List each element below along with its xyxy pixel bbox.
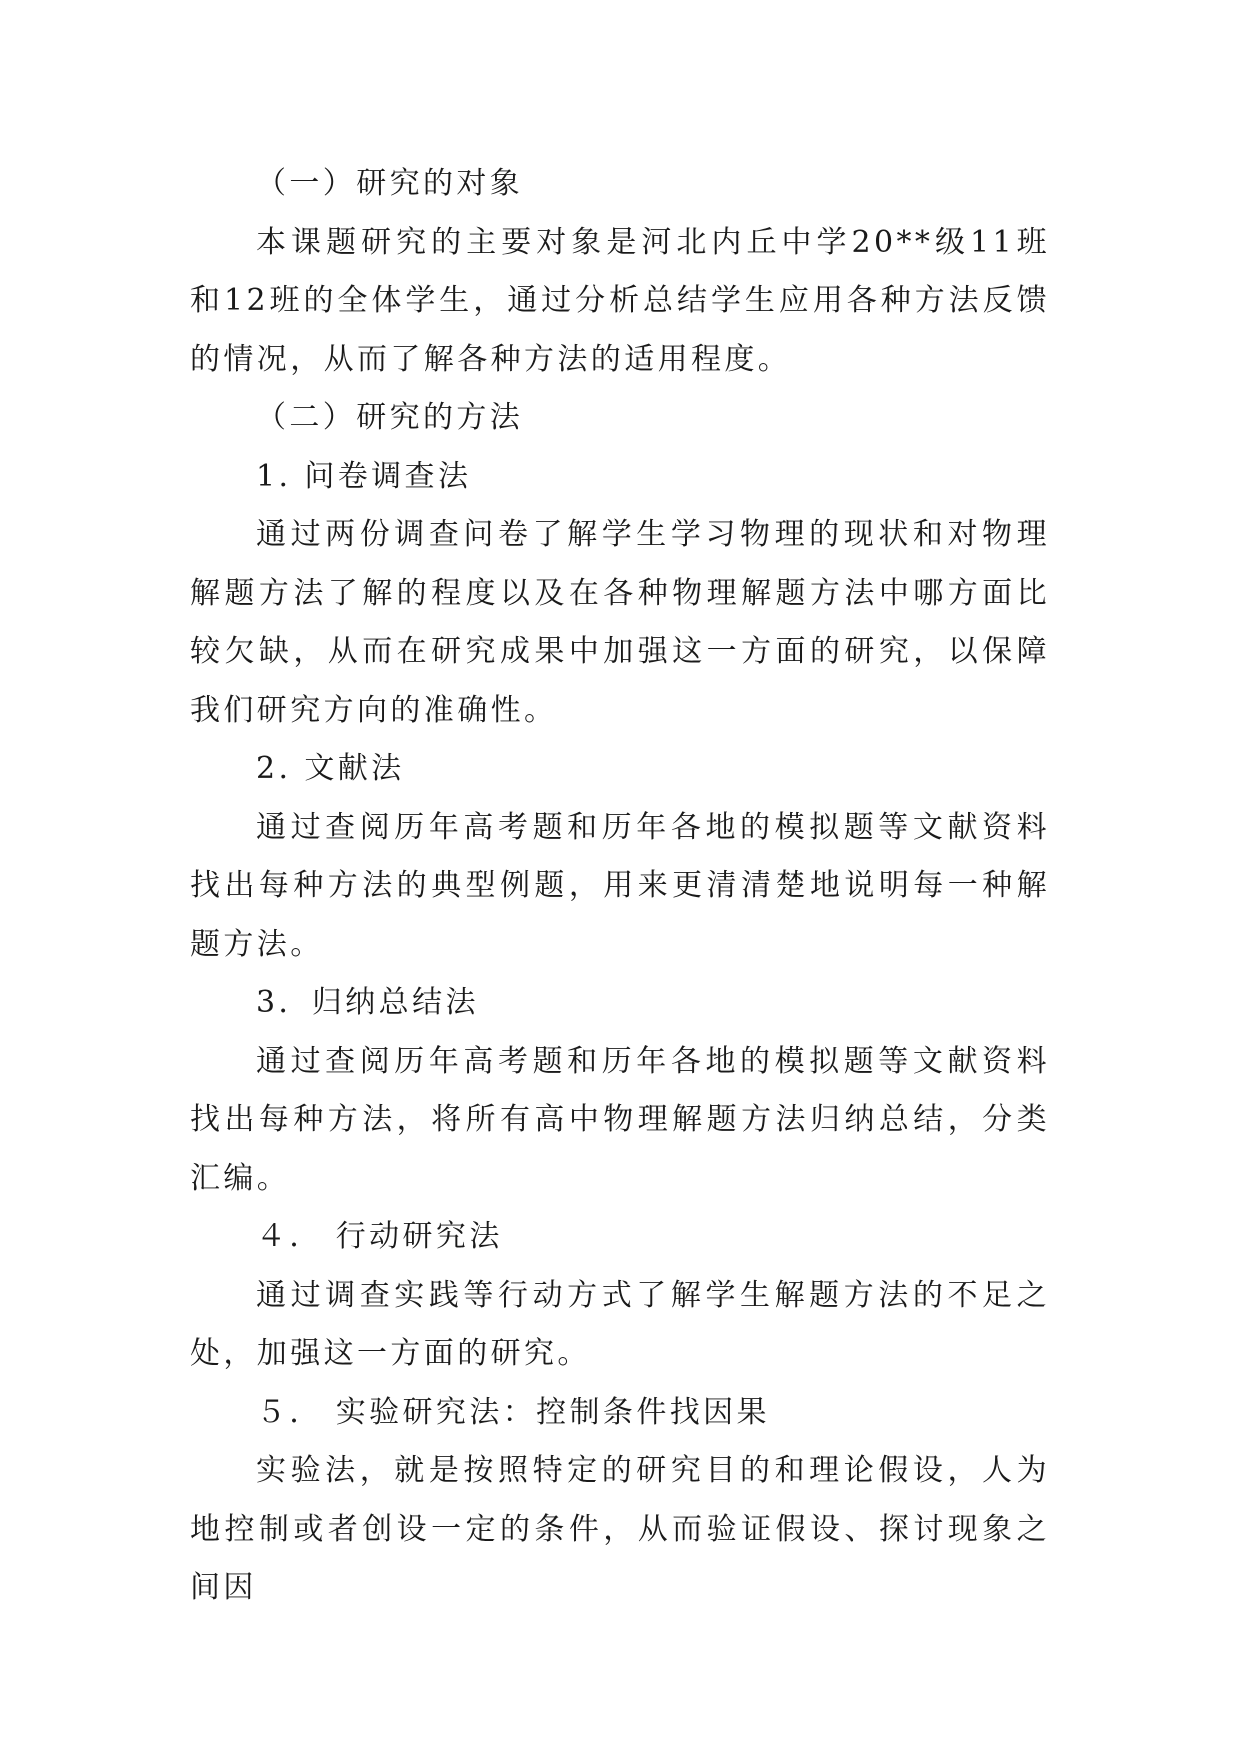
method-heading-literature: 2. 文献法 — [256, 751, 405, 786]
paragraph-action-research: 通过调查实践等行动方式了解学生解题方法的不足之处，加强这一方面的研究。 — [190, 1277, 1050, 1371]
paragraph-literature: 通过查阅历年高考题和历年各地的模拟题等文献资料找出每种方法的典型例题，用来更清清楚地说明每一种解题方法。 — [190, 809, 1050, 962]
paragraph-experiment: 实验法，就是按照特定的研究目的和理论假设，人为地控制或者创设一定的条件，从而验证假设、探讨现象之间因 — [190, 1453, 1050, 1605]
paragraph-questionnaire: 通过两份调查问卷了解学生学习物理的现状和对物理解题方法了解的程度以及在各种物理解题方法中哪方面比较欠缺，从而在研究成果中加强这一方面的研究，以保障我们研究方向的准确性。 — [190, 517, 1050, 728]
section-heading-research-object: （一）研究的对象 — [256, 166, 524, 201]
section-heading-research-methods: （二）研究的方法 — [256, 400, 524, 435]
document-body — [190, 155, 1050, 1618]
method-heading-questionnaire: 1. 问卷调查法 — [256, 458, 472, 494]
method-heading-action-research: ４． 行动研究法 — [256, 1219, 503, 1254]
method-heading-induction: 3．归纳总结法 — [256, 985, 479, 1020]
paragraph-research-object: 本课题研究的主要对象是河北内丘中学20**级11班和12班的全体学生，通过分析总结学生应用各种方法反馈的情况，从而了解各种方法的适用程度。 — [190, 224, 1050, 377]
method-heading-experiment: ５． 实验研究法：控制条件找因果 — [256, 1394, 770, 1430]
paragraph-induction: 通过查阅历年高考题和历年各地的模拟题等文献资料找出每种方法，将所有高中物理解题方法归纳总结，分类汇编。 — [190, 1043, 1050, 1196]
